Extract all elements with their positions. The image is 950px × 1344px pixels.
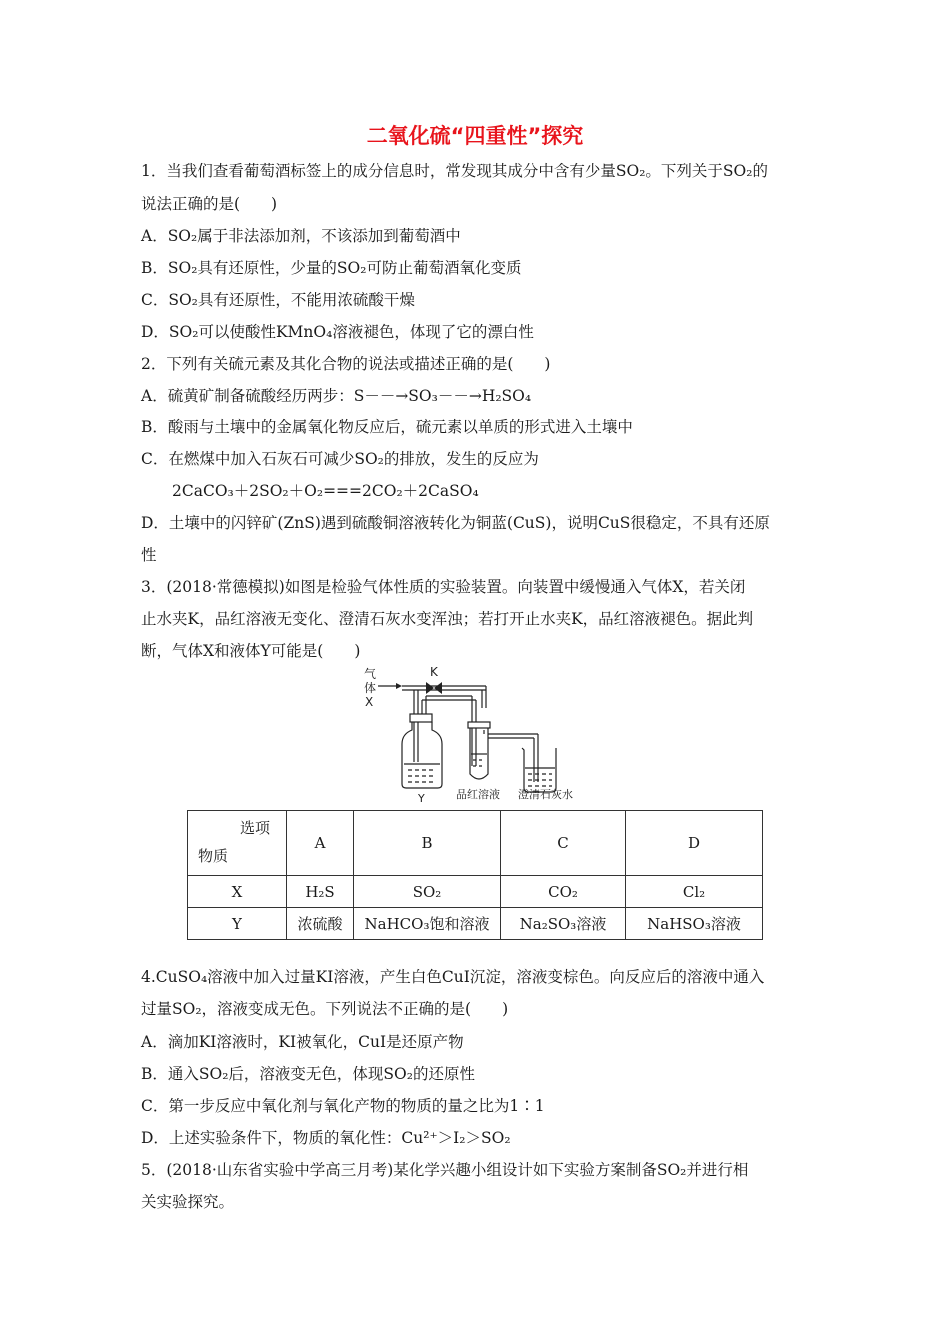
- q1-stem-line1: 1．当我们查看葡萄酒标签上的成分信息时，常发现其成分中含有少量SO₂。下列关于SO₂的: [141, 162, 768, 180]
- q3-stem-line3: 断，气体X和液体Y可能是( ): [141, 642, 361, 660]
- valve-k-right: [434, 682, 442, 694]
- q2-stem: 2．下列有关硫元素及其化合物的说法或描述正确的是( ): [141, 355, 551, 373]
- row-label: X: [188, 876, 287, 908]
- q1-option-c: C．SO₂具有还原性，不能用浓硫酸干燥: [141, 291, 415, 309]
- valve-k-left: [426, 682, 434, 694]
- table-cell: Cl₂: [626, 876, 763, 908]
- q2-option-d-line1: D．土壤中的闪锌矿(ZnS)遇到硫酸铜溶液转化为铜蓝(CuS)，说明CuS很稳定，不具有还原: [141, 514, 770, 532]
- table-cell: H₂S: [287, 876, 354, 908]
- q2-option-d-line2: 性: [141, 546, 157, 564]
- table-cell: NaHCO₃饱和溶液: [354, 908, 501, 940]
- q1-option-d: D．SO₂可以使酸性KMnO₄溶液褪色，体现了它的漂白性: [141, 323, 534, 341]
- q3-stem-line1: 3．(2018·常德模拟)如图是检验气体性质的实验装置。向装置中缓慢通入气体X，若关闭: [141, 578, 746, 596]
- options-table: [187, 810, 763, 940]
- table-cell: 浓硫酸: [287, 908, 354, 940]
- q2-option-b: B．酸雨与土壤中的金属氧化物反应后，硫元素以单质的形式进入土壤中: [141, 418, 633, 436]
- bottle-label: Y: [418, 792, 425, 804]
- apparatus-diagram: [358, 664, 598, 804]
- beaker-label: 澄清石灰水: [518, 788, 573, 801]
- q3-stem-line2: 止水夹K，品红溶液无变化、澄清石灰水变浑浊；若打开止水夹K，品红溶液褪色。据此判: [141, 610, 754, 628]
- corner-top-label: 选项: [239, 819, 270, 837]
- table-row: [188, 908, 763, 940]
- bottle-stopper: [410, 714, 432, 722]
- table-cell: Na₂SO₃溶液: [501, 908, 626, 940]
- q1-option-b: B．SO₂具有还原性，少量的SO₂可防止葡萄酒氧化变质: [141, 259, 522, 277]
- gas-label-3: X: [365, 695, 374, 709]
- table-cell: SO₂: [354, 876, 501, 908]
- table-corner-cell: [188, 811, 287, 876]
- q1-stem-line2: 说法正确的是( ): [141, 195, 278, 213]
- table-header: A: [287, 811, 354, 876]
- corner-bottom-label: 物质: [198, 847, 229, 865]
- page-title: 二氧化硫“四重性”探究: [366, 124, 584, 148]
- q4-stem-line2: 过量SO₂，溶液变成无色。下列说法不正确的是( ): [141, 1000, 509, 1018]
- q4-option-b: B．通入SO₂后，溶液变无色，体现SO₂的还原性: [141, 1065, 475, 1083]
- inlet-arrowhead: [396, 683, 402, 689]
- gas-label-1: 气: [364, 667, 377, 681]
- test-tube-label: 品红溶液: [456, 788, 500, 801]
- q4-stem-line1: 4.CuSO₄溶液中加入过量KI溶液，产生白色CuI沉淀，溶液变棕色。向反应后的溶液中通入: [141, 968, 765, 986]
- q2-option-c-equation: 2CaCO₃＋2SO₂＋O₂===2CO₂＋2CaSO₄: [172, 482, 479, 500]
- valve-label: K: [430, 665, 438, 679]
- row-label: Y: [188, 908, 287, 940]
- gas-label-2: 体: [364, 681, 377, 695]
- q5-stem-line1: 5．(2018·山东省实验中学高三月考)某化学兴趣小组设计如下实验方案制备SO₂并进行相: [141, 1161, 749, 1179]
- table-header: B: [354, 811, 501, 876]
- table-cell: CO₂: [501, 876, 626, 908]
- table-header: C: [501, 811, 626, 876]
- q2-option-c: C．在燃煤中加入石灰石可减少SO₂的排放，发生的反应为: [141, 450, 539, 468]
- q4-option-a: A．滴加KI溶液时，KI被氧化，CuI是还原产物: [141, 1033, 464, 1051]
- q2-option-a: A．硫黄矿制备硫酸经历两步：S－－→SO₃－－→H₂SO₄: [141, 387, 532, 405]
- table-cell: NaHSO₃溶液: [626, 908, 763, 940]
- q1-option-a: A．SO₂属于非法添加剂，不该添加到葡萄酒中: [141, 227, 461, 245]
- q4-option-c: C．第一步反应中氧化剂与氧化产物的物质的量之比为1∶1: [141, 1097, 545, 1115]
- table-row: [188, 876, 763, 908]
- q4-option-d: D．上述实验条件下，物质的氧化性：Cu²⁺＞I₂＞SO₂: [141, 1129, 511, 1147]
- table-header: D: [626, 811, 763, 876]
- gas-bottle: [402, 722, 442, 788]
- test-tube-stopper: [468, 722, 490, 728]
- q5-stem-line2: 关实验探究。: [141, 1193, 235, 1211]
